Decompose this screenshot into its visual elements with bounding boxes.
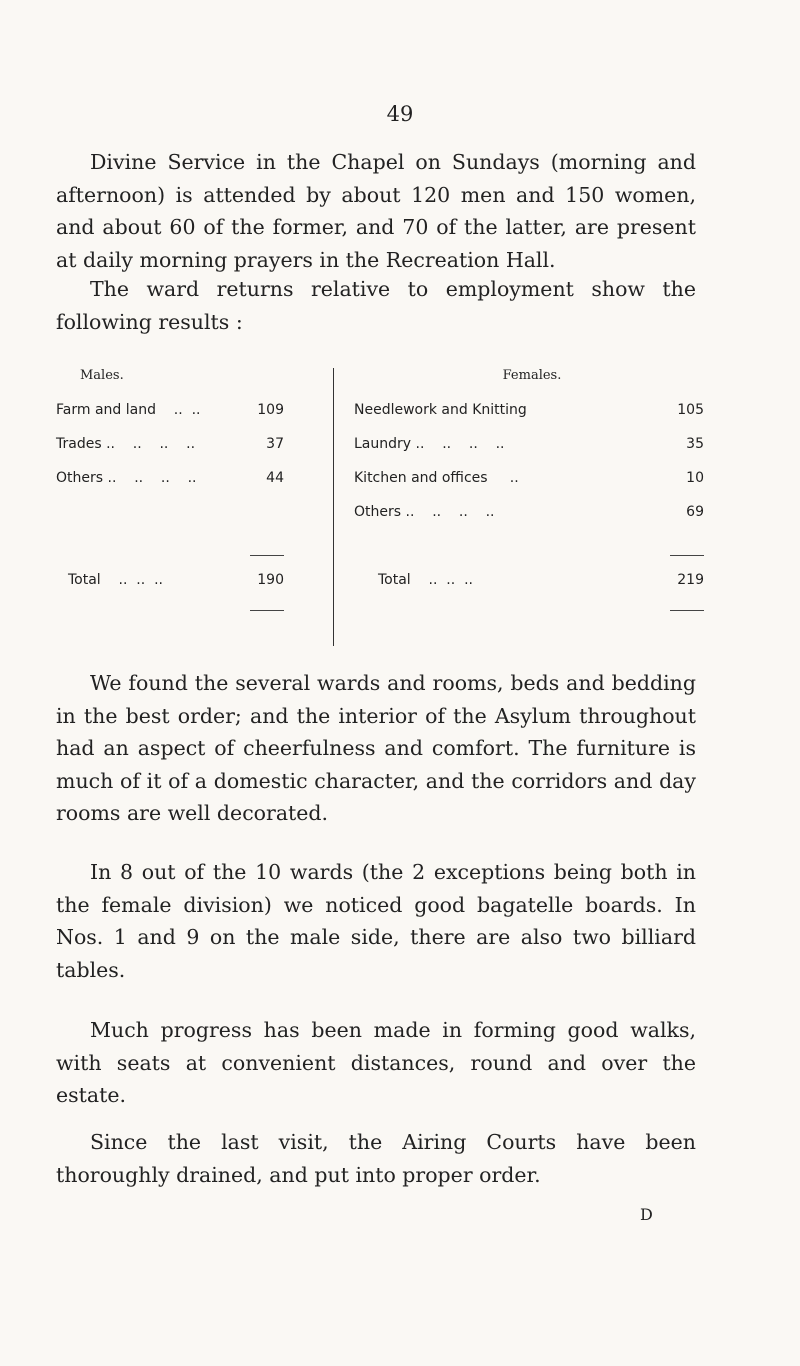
table-row [354, 504, 710, 526]
males-heading: Males. [80, 368, 124, 383]
table-row [56, 436, 306, 458]
row-value: 109 [257, 402, 284, 418]
signature-letter: D [640, 1205, 653, 1224]
row-value: 37 [266, 436, 284, 452]
row-label: Farm and land .. .. [56, 402, 201, 418]
table-row [56, 470, 306, 492]
table-row [56, 402, 306, 424]
females-heading: Females. [502, 368, 562, 383]
employment-table [56, 368, 704, 646]
row-value: 69 [686, 504, 704, 520]
table-row [354, 470, 710, 492]
males-column [56, 368, 306, 646]
females-column [354, 368, 710, 646]
row-label: Trades .. .. .. .. [56, 436, 196, 452]
row-label: Laundry .. .. .. .. [354, 436, 505, 452]
paragraph-divine-service: Divine Service in the Chapel on Sundays (morning and afternoon) is attended by about 120 men and 150 women, and about 60 of the former, and 70 of the latter, are present at daily morning prayers in the Recreation Hall. [56, 150, 696, 272]
row-value: 44 [266, 470, 284, 486]
subtotal-rule [670, 555, 704, 556]
row-value: 10 [686, 470, 704, 486]
total-row [354, 572, 710, 594]
total-rule [670, 610, 704, 611]
paragraph-wards-rooms: We found the several wards and rooms, beds and bedding in the best order; and the interior of the Asylum throughout had an aspect of cheerfulness and comfort. The furniture is much of it of a domestic character, and the corridors and day rooms are well decorated. [56, 671, 696, 825]
row-label: Others .. .. .. .. [354, 504, 495, 520]
total-rule [250, 610, 284, 611]
page-number: 49 [386, 102, 414, 126]
paragraph-airing-courts: Since the last visit, the Airing Courts have been thoroughly drained, and put into proper order. [56, 1130, 696, 1187]
table-row [354, 436, 710, 458]
row-value: 105 [677, 402, 704, 418]
total-label: Total .. .. .. [378, 572, 473, 588]
total-label: Total .. .. .. [68, 572, 163, 588]
table-row [354, 402, 710, 424]
total-row [56, 572, 306, 594]
row-label: Needlework and Knitting [354, 402, 527, 418]
row-value: 35 [686, 436, 704, 452]
total-value: 190 [257, 572, 284, 588]
paragraph-bagatelle: In 8 out of the 10 wards (the 2 exceptions being both in the female division) we noticed good bagatelle boards. In Nos. 1 and 9 on the male side, there are also two billiard tables. [56, 860, 696, 982]
row-label: Others .. .. .. .. [56, 470, 197, 486]
subtotal-rule [250, 555, 284, 556]
paragraph-ward-returns: The ward returns relative to employment show the following results : [56, 277, 696, 334]
row-label: Kitchen and offices .. [354, 470, 519, 486]
paragraph-walks: Much progress has been made in forming good walks, with seats at convenient distances, round and over the estate. [56, 1018, 696, 1107]
column-divider [333, 368, 334, 646]
total-value: 219 [677, 572, 704, 588]
